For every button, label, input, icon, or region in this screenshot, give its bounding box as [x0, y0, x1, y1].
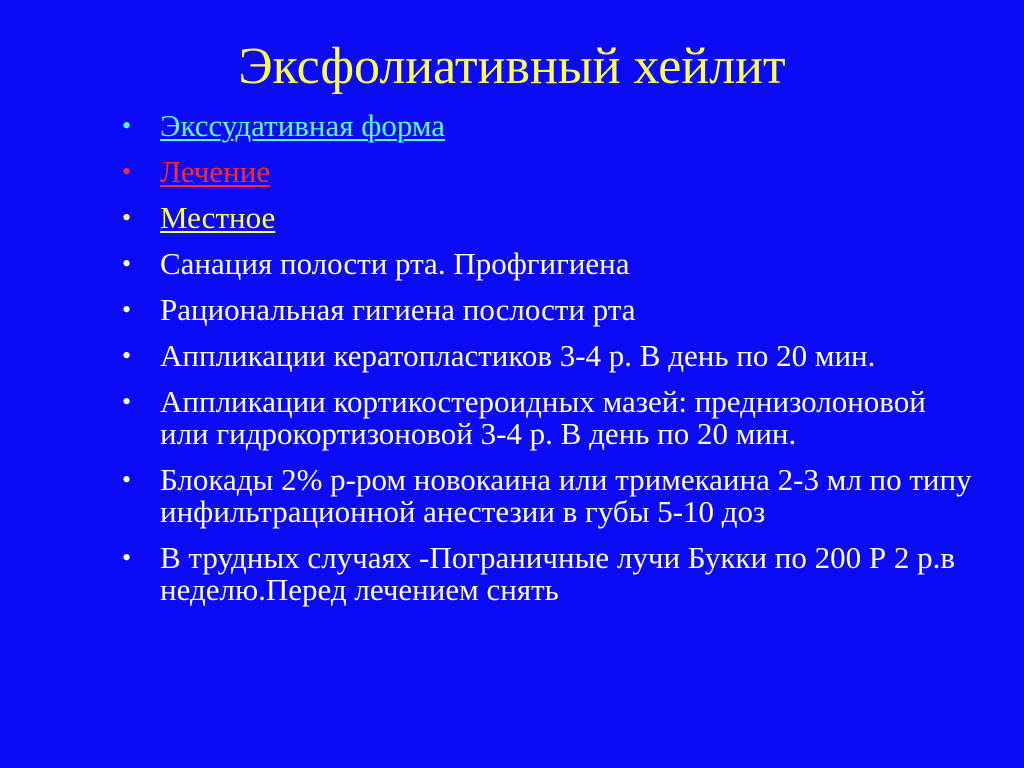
- bullet-icon: •: [122, 341, 132, 370]
- bullet-item-treatment: [118, 156, 978, 188]
- bullet-text: Блокады 2% р-ром новокаина или тримекаина 2-3 мл по типу инфильтрационной анестезии в губы 5-10 доз: [160, 462, 972, 529]
- bullet-text: Лечение: [160, 154, 271, 189]
- bullet-text: В трудных случаях -Пограничные лучи Букки по 200 Р 2 р.в неделю.Перед лечением снять: [160, 540, 956, 607]
- bullet-text: Местное: [160, 200, 276, 235]
- bullet-item-hygiene: [118, 294, 978, 326]
- bullet-item-local: [118, 202, 978, 234]
- bullet-text: Аппликации кератопластиков 3-4 р. В день по 20 мин.: [160, 338, 876, 373]
- bullet-text: Рациональная гигиена послости рта: [160, 292, 636, 327]
- bullet-list: [118, 110, 978, 620]
- bullet-icon: •: [122, 203, 132, 232]
- slide-title: Эксфолиативный хейлит: [238, 38, 786, 95]
- bullet-item-sanitation: [118, 248, 978, 280]
- bullet-text: Санация полости рта. Профгигиена: [160, 246, 630, 281]
- bullet-icon: •: [122, 543, 132, 572]
- bullet-item-bucky-rays: [118, 542, 978, 606]
- bullet-item-exudative-form: [118, 110, 978, 142]
- bullet-icon: •: [122, 157, 132, 186]
- bullet-icon: •: [122, 249, 132, 278]
- bullet-icon: •: [122, 465, 132, 494]
- bullet-item-blockade: [118, 464, 978, 528]
- bullet-icon: •: [122, 295, 132, 324]
- bullet-item-keratoplastics: [118, 340, 978, 372]
- bullet-item-corticosteroids: [118, 386, 978, 450]
- bullet-icon: •: [122, 387, 132, 416]
- bullet-icon: •: [122, 111, 132, 140]
- bullet-text: Аппликации кортикостероидных мазей: преднизолоновой или гидрокортизоновой 3-4 р. В день по 20 мин.: [160, 384, 926, 451]
- bullet-text: Экссудативная форма: [160, 108, 446, 143]
